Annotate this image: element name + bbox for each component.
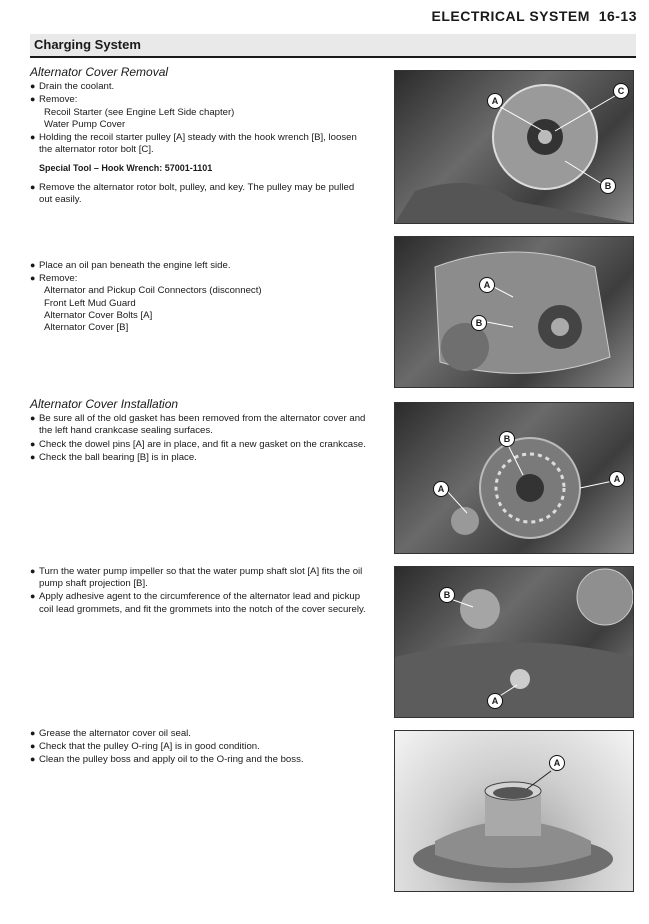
chapter-title: ELECTRICAL SYSTEM: [431, 8, 590, 24]
callout-a: A: [609, 471, 625, 487]
page-header: [432, 8, 637, 24]
callout-a: A: [433, 481, 449, 497]
installation-block: [30, 398, 370, 464]
installation-step-8: ● Clean the pulley boss and apply oil to the O-ring and the boss.: [30, 753, 370, 766]
callout-c: C: [613, 83, 629, 99]
removal-step-6-item-3: Alternator Cover Bolts [A]: [44, 309, 153, 321]
installation-step-7: ● Check that the pulley O-ring [A] is in good condition.: [30, 740, 370, 753]
removal-step-2: ● Remove:: [30, 93, 370, 106]
photo-dowel-pins: [394, 402, 634, 554]
installation-heading: Alternator Cover Installation: [30, 397, 179, 411]
callout-b: B: [471, 315, 487, 331]
callout-a: A: [487, 693, 503, 709]
photo-alternator-cover-art: [395, 237, 633, 387]
removal-block-2: [30, 259, 370, 334]
callout-a: A: [549, 755, 565, 771]
installation-block-3: [30, 727, 370, 767]
removal-step-2-item-1: Recoil Starter (see Engine Left Side chapter): [44, 106, 235, 118]
removal-step-6: ● Remove:: [30, 272, 370, 285]
section-title: Charging System: [34, 37, 141, 52]
installation-step-3: ● Check the ball bearing [B] is in place.: [30, 451, 370, 464]
photo-water-pump-impeller: [394, 566, 634, 718]
removal-heading: Alternator Cover Removal: [30, 65, 169, 79]
section-bar: [30, 34, 636, 58]
installation-block-2: [30, 565, 370, 616]
removal-step-5: ● Place an oil pan beneath the engine left side.: [30, 259, 370, 272]
callout-b: B: [439, 587, 455, 603]
photo-alternator-cover: [394, 236, 634, 388]
installation-step-6: ● Grease the alternator cover oil seal.: [30, 727, 370, 740]
photo-rotor-bolt-art: [395, 71, 633, 223]
photo-dowel-pins-art: [395, 403, 633, 553]
special-tool-note: Special Tool – Hook Wrench: 57001-1101: [39, 163, 213, 174]
callout-b: B: [600, 178, 616, 194]
photo-rotor-bolt: [394, 70, 634, 224]
installation-step-4: ● Turn the water pump impeller so that the water pump shaft slot [A] fits the oil pump shaft projection [B].: [30, 565, 370, 590]
removal-step-6-item-1: Alternator and Pickup Coil Connectors (disconnect): [44, 285, 262, 297]
removal-step-2-item-2: Water Pump Cover: [44, 118, 126, 130]
removal-step-6-item-2: Front Left Mud Guard: [44, 297, 136, 309]
removal-block: [30, 66, 370, 206]
removal-step-4: ● Remove the alternator rotor bolt, pulley, and key. The pulley may be pulled out easily.: [30, 181, 370, 206]
removal-step-1: ● Drain the coolant.: [30, 80, 370, 93]
photo-pulley-oring-art: [395, 731, 633, 891]
callout-a: A: [487, 93, 503, 109]
installation-step-5: ● Apply adhesive agent to the circumference of the alternator lead and pickup coil lead grommets, and fit the grommets into the notch of the cover securely.: [30, 590, 370, 615]
installation-step-2: ● Check the dowel pins [A] are in place, and fit a new gasket on the crankcase.: [30, 438, 370, 451]
callout-b: B: [499, 431, 515, 447]
page-number: 16-13: [598, 8, 637, 24]
photo-water-pump-impeller-art: [395, 567, 633, 717]
photo-pulley-oring: [394, 730, 634, 892]
removal-step-3: ● Holding the recoil starter pulley [A] steady with the hook wrench [B], loosen the alternator rotor bolt [C].: [30, 131, 370, 156]
installation-step-1: ● Be sure all of the old gasket has been removed from the alternator cover and the left hand crankcase sealing surfaces.: [30, 412, 370, 437]
callout-a: A: [479, 277, 495, 293]
removal-step-6-item-4: Alternator Cover [B]: [44, 322, 129, 334]
